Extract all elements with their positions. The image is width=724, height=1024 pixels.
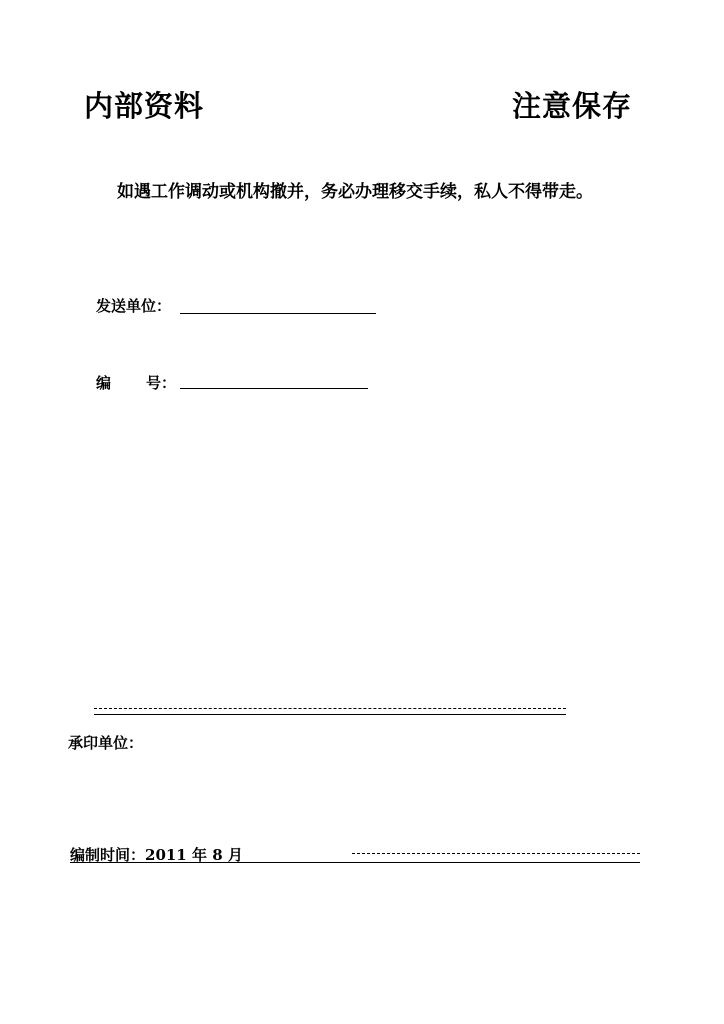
number-label-part-a: 编 [96,374,112,392]
header-keep-safe: 注意保存 [512,89,633,123]
sender-unit-blank-line [180,313,376,314]
number-blank-line [180,388,368,389]
header-internal-material: 内部资料 [84,89,205,123]
sender-unit-label: 发送单位： [96,297,172,315]
bottom-dashed-line [352,853,640,854]
printer-unit-label: 承印单位： [68,734,144,752]
number-label [96,373,176,393]
separator-solid-line [94,714,566,715]
compile-date-label: 编制时间：2011 年 8 月 [70,846,243,864]
number-label-part-b: 号： [146,374,177,392]
notice-text: 如遇工作调动或机构撤并，务必办理移交手续，私人不得带走。 [117,182,593,202]
separator-dashed-line [94,708,566,709]
bottom-solid-line [70,862,640,863]
